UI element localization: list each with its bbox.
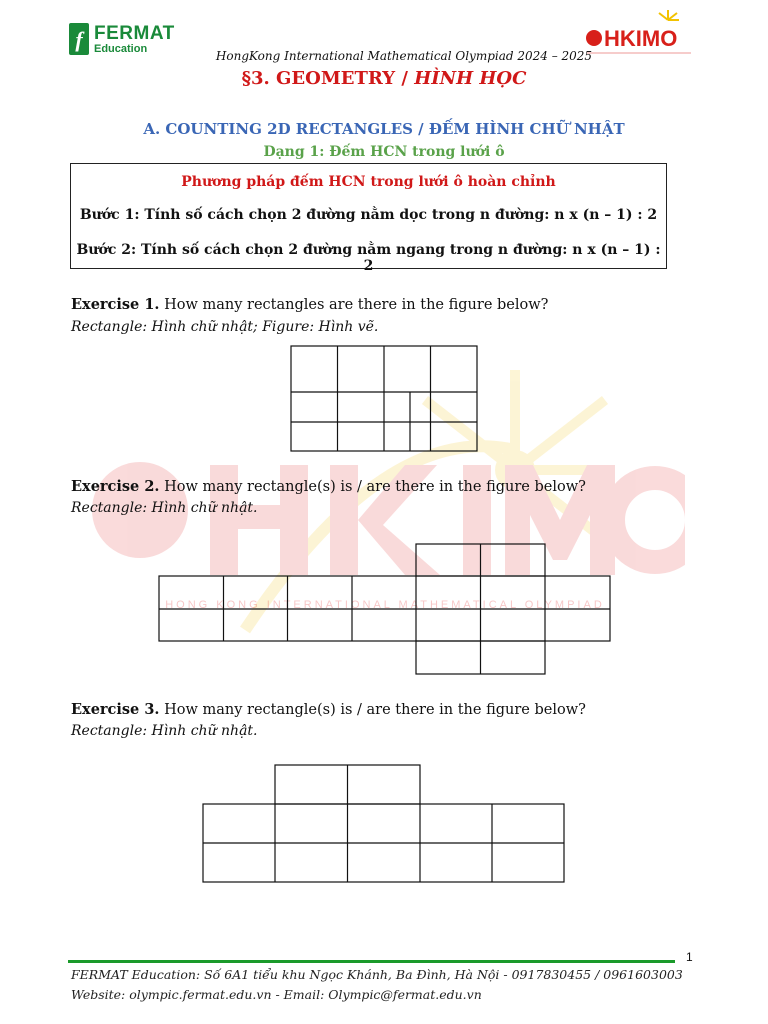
footer-address: FERMAT Education: Số 6A1 tiểu khu Ngọc Khánh, Ba Đình, Hà Nội - 0917830455 / 0961603003: [71, 967, 683, 982]
part-a-subheading: Dạng 1: Đếm HCN trong lưới ô: [263, 144, 505, 160]
watermark-subtext: HONG KONG INTERNATIONAL MATHEMATICAL OLYMPIAD: [165, 599, 605, 611]
exercise-1-text: How many rectangles are there in the figure below?: [159, 297, 549, 313]
exercise-3-figure: [202, 764, 568, 886]
exercise-2-note: Rectangle: Hình chữ nhật.: [71, 500, 258, 516]
footer-divider: [68, 960, 675, 963]
page-number: 1: [686, 950, 693, 964]
method-box: [70, 163, 667, 274]
method-step-1: Bước 1: Tính số cách chọn 2 đường nằm dọc trong n đường: n x (n – 1) : 2: [79, 207, 658, 223]
section-title-italic: HÌNH HỌC: [414, 68, 527, 89]
method-title: Phương pháp đếm HCN trong lưới ô hoàn chỉnh: [181, 174, 556, 190]
hkimo-logo-text: HKIMO: [604, 26, 678, 51]
section-title: [0, 68, 768, 89]
fermat-logo-sub: Education: [94, 42, 148, 55]
olympiad-line: HongKong International Mathematical Olympiad 2024 – 2025: [215, 49, 593, 63]
exercise-1-figure: [290, 345, 480, 453]
exercise-3-text: How many rectangle(s) is / are there in the figure below?: [159, 702, 586, 718]
section-title-main: §3. GEOMETRY /: [241, 68, 415, 89]
exercise-1-note: Rectangle: Hình chữ nhật; Figure: Hình vẽ.: [71, 319, 379, 335]
exercise-2-label: Exercise 2.: [71, 478, 160, 495]
part-a-heading: A. COUNTING 2D RECTANGLES / ĐẾM HÌNH CHỮ NHẬT: [143, 120, 625, 138]
exercise-3-note: Rectangle: Hình chữ nhật.: [71, 723, 258, 739]
exercise-3-label: Exercise 3.: [71, 701, 160, 718]
exercise-1-label: Exercise 1.: [71, 296, 160, 313]
exercise-3-question: [71, 701, 586, 718]
footer-contact: Website: olympic.fermat.edu.vn - Email: Olympic@fermat.edu.vn: [71, 987, 482, 1002]
svg-text:f: f: [75, 27, 83, 52]
exercise-2-text: How many rectangle(s) is / are there in the figure below?: [159, 479, 586, 495]
exercise-1-question: [71, 296, 548, 313]
method-step-2: Bước 2: Tính số cách chọn 2 đường nằm ngang trong n đường: n x (n – 1) : 2: [76, 242, 661, 274]
fermat-logo-text: FERMAT: [94, 22, 175, 44]
exercise-2-figure: [158, 543, 612, 677]
exercise-2-question: [71, 478, 586, 495]
